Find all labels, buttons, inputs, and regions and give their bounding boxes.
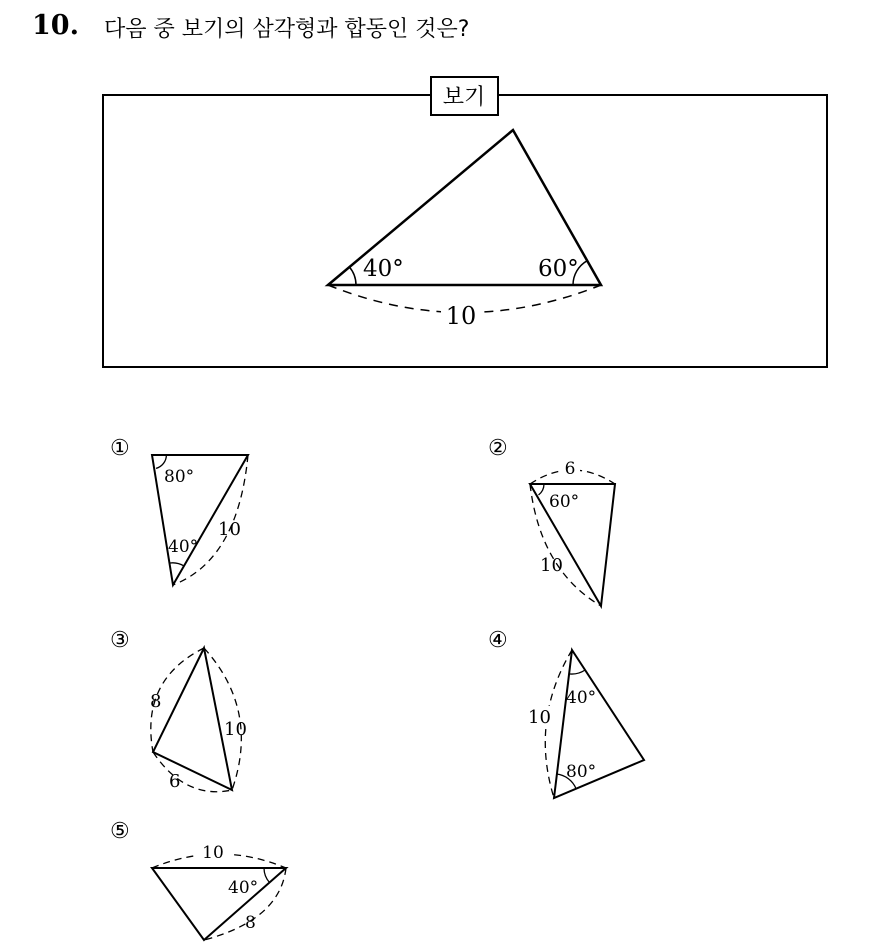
angle-arc-left <box>349 267 356 285</box>
option-2-angle: 60° <box>549 492 580 512</box>
example-side: 10 <box>445 302 477 330</box>
example-title: 보기 <box>442 85 486 110</box>
question-text: 다음 중 보기의 삼각형과 합동인 것은? <box>104 17 470 42</box>
option-4-angle-top: 40° <box>566 688 597 708</box>
option-3-side-left: 8 <box>150 691 162 712</box>
option-1-angle-bottom: 40° <box>168 537 199 557</box>
option-3-side-right: 10 <box>224 719 247 740</box>
option-5-angle: 40° <box>228 878 259 898</box>
example-angle-right: 60° <box>538 256 579 282</box>
option-5-marker[interactable]: ⑤ <box>110 819 130 844</box>
example-triangle <box>328 130 601 328</box>
option-3-marker[interactable]: ③ <box>110 628 130 653</box>
question-number: 10. <box>32 10 79 41</box>
option-4-marker[interactable]: ④ <box>488 628 508 653</box>
option-4-side: 10 <box>528 707 551 728</box>
option-2-triangle <box>530 457 615 606</box>
option-5-side-bottom: 8 <box>245 913 256 933</box>
option-1-angle-top: 80° <box>164 467 195 487</box>
option-2-marker[interactable]: ② <box>488 436 508 461</box>
option-5-side-top: 10 <box>202 843 224 863</box>
option-2-side-top: 6 <box>564 459 576 479</box>
option-4-angle-bottom: 80° <box>566 762 597 782</box>
option-1-side: 10 <box>218 519 241 540</box>
option-2-side-left: 10 <box>540 555 563 576</box>
example-angle-left: 40° <box>363 256 404 282</box>
option-1-marker[interactable]: ① <box>110 436 130 461</box>
option-3-side-bottom: 6 <box>169 771 181 792</box>
